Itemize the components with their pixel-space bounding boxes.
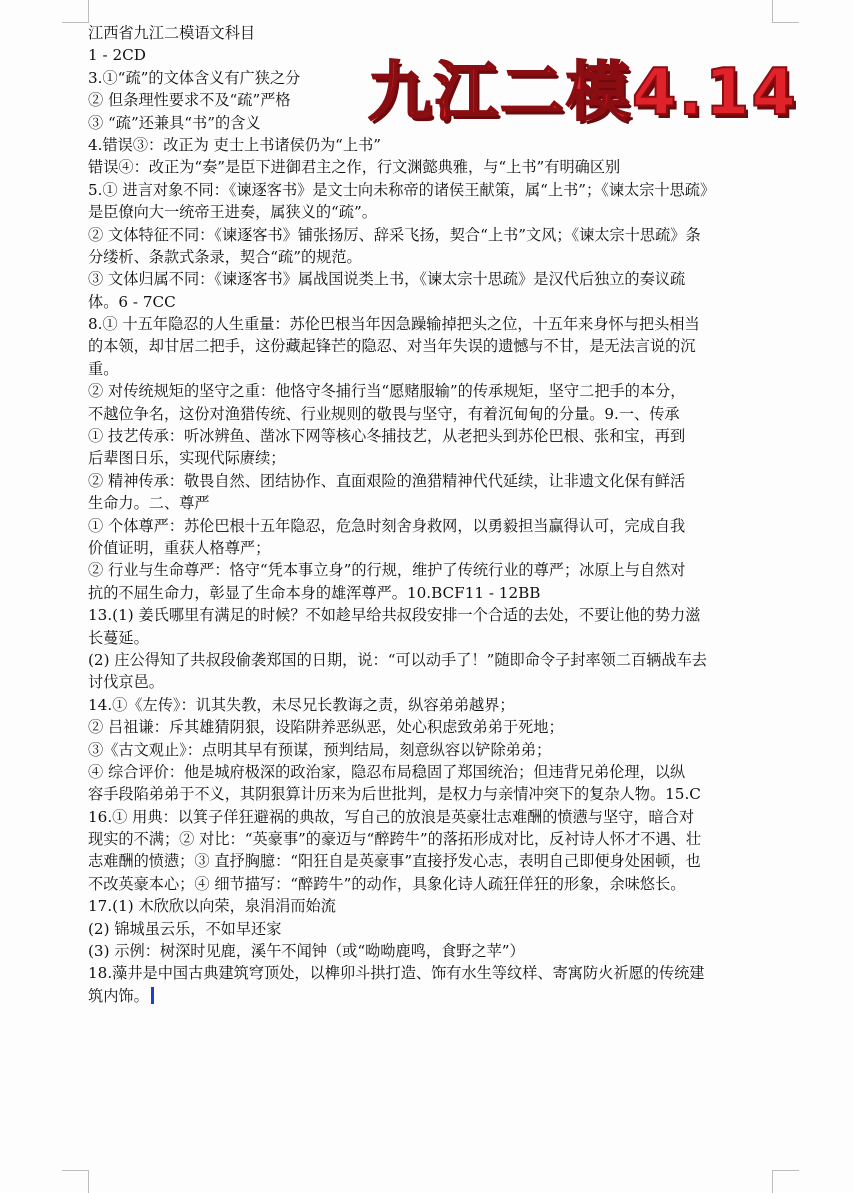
text-line: 讨伐京邑。 bbox=[88, 673, 164, 692]
text-line: 分缕析、条款式条录，契合“疏”的规范。 bbox=[88, 247, 362, 266]
text-line: ② 行业与生命尊严：恪守“凭本事立身”的行规，维护了传统行业的尊严；冰原上与自然对 bbox=[88, 561, 686, 580]
text-line: (2) 锦城虽云乐，不如早还家 bbox=[88, 919, 282, 938]
text-line: ③《古文观止》：点明其早有预谋，预判结局，刻意纵容以铲除弟弟； bbox=[88, 740, 552, 759]
text-line: 1 - 2CD bbox=[88, 46, 146, 65]
text-line: 不改英豪本心；④ 细节描写：“醉跨牛”的动作，具象化诗人疏狂佯狂的形象，余味悠长。 bbox=[88, 874, 686, 893]
text-line: 价值证明，重获人格尊严； bbox=[88, 538, 271, 557]
text-line: 抗的不屈生命力，彰显了生命本身的雄浑尊严。10.BCF11 - 12BB bbox=[88, 583, 541, 602]
text-line: ④ 综合评价：他是城府极深的政治家，隐忍布局稳固了郑国统治；但违背兄弟伦理，以纵 bbox=[88, 762, 686, 781]
text-line: 是臣僚向大一统帝王进奏，属狭义的“疏”。 bbox=[88, 203, 377, 222]
text-line: 长蔓延。 bbox=[88, 628, 149, 647]
text-line: 14.①《左传》：讥其失教，未尽兄长教诲之责，纵容弟弟越界； bbox=[88, 695, 515, 714]
text-line: 16.① 用典：以箕子佯狂避祸的典故，写自己的放浪是英豪壮志难酬的愤懑与坚守，暗合对 bbox=[88, 807, 695, 826]
text-cursor bbox=[151, 987, 154, 1004]
text-line: 容手段陷弟弟于不义，其阴狠算计历来为后世批判，是权力与亲情冲突下的复杂人物。15.C bbox=[88, 785, 701, 804]
text-line: ② 精神传承：敬畏自然、团结协作、直面艰险的渔猎精神代代延续，让非遗文化保有鲜活 bbox=[88, 471, 686, 490]
text-line: 的本领，却甘居二把手，这份藏起锋芒的隐忍、对当年失误的遗憾与不甘，是无法言说的沉 bbox=[88, 337, 696, 356]
text-line: 8.① 十五年隐忍的人生重量：苏伦巴根当年因急躁输掉把头之位，十五年来身怀与把头相当 bbox=[88, 315, 700, 334]
page-corner-mark bbox=[772, 1170, 799, 1193]
text-line: 现实的不满；② 对比：“英豪事”的豪迈与“醉跨牛”的落拓形成对比，反衬诗人怀才不遇、壮 bbox=[88, 830, 702, 849]
text-line: 生命力。二、尊严 bbox=[88, 494, 210, 513]
page-corner-mark bbox=[62, 1170, 89, 1193]
document-lines bbox=[88, 44, 798, 1007]
text-line: 13.(1) 姜氏哪里有满足的时候？不如趁早给共叔段安排一个合适的去处，不要让他的势力滋 bbox=[88, 606, 701, 625]
text-line: 错误④：改正为“奏”是臣下进御君主之作，行文渊懿典雅，与“上书”有明确区别 bbox=[88, 158, 621, 177]
page-corner-mark bbox=[62, 0, 89, 23]
text-line: 3.①“疏”的文体含义有广狭之分 bbox=[88, 68, 301, 87]
text-line: ③ 文体归属不同：《谏逐客书》属战国说类上书，《谏太宗十思疏》是汉代后独立的奏议疏 bbox=[88, 270, 686, 289]
text-line: ② 文体特征不同：《谏逐客书》铺张扬厉、辞采飞扬，契合“上书”文风；《谏太宗十思疏》条 bbox=[88, 225, 701, 244]
document-title: 江西省九江二模语文科目 bbox=[88, 24, 256, 42]
text-line: ① 个体尊严：苏伦巴根十五年隐忍，危急时刻舍身救网，以勇毅担当赢得认可，完成自我 bbox=[88, 516, 686, 535]
text-line: (3) 示例：树深时见鹿，溪午不闻钟（或“呦呦鹿鸣，食野之苹”） bbox=[88, 942, 525, 961]
text-line: 不越位争名，这份对渔猎传统、行业规则的敬畏与坚守，有着沉甸甸的分量。9.一、传承 bbox=[88, 404, 680, 423]
text-line: 18.藻井是中国古典建筑穹顶处，以榫卯斗拱打造、饰有水生等纹样、寄寓防火祈愿的传统建 bbox=[88, 964, 705, 983]
text-line: ② 但条理性要求不及“疏”严格 bbox=[88, 91, 291, 110]
text-line: ② 吕祖谦：斥其雄猜阴狠，设陷阱养恶纵恶，处心积虑致弟弟于死地； bbox=[88, 718, 564, 737]
text-line: (2) 庄公得知了共叔段偷袭郑国的日期，说：“可以动手了！”随即命令子封率领二百辆战车去 bbox=[88, 650, 707, 669]
document-body[interactable] bbox=[88, 22, 798, 1007]
text-line: 体。6 - 7CC bbox=[88, 292, 176, 311]
text-line: 重。 bbox=[88, 359, 119, 378]
page-corner-mark bbox=[772, 0, 799, 23]
text-line: 17.(1) 木欣欣以向荣，泉涓涓而始流 bbox=[88, 897, 336, 916]
text-line: 志难酬的愤懑；③ 直抒胸臆：“阳狂自是英豪事”直接抒发心志，表明自己即便身处困顿，也 bbox=[88, 852, 701, 871]
watermark-stamp: 九江二模4.14 bbox=[368, 56, 798, 130]
text-line: 筑内饰。 bbox=[88, 985, 788, 1007]
text-line: 5.① 进言对象不同：《谏逐客书》是文士向未称帝的诸侯王献策，属“上书”；《谏太宗十思疏》 bbox=[88, 180, 716, 199]
text-line: ② 对传统规矩的坚守之重：他恪守冬捕行当“愿赌服输”的传承规矩，坚守二把手的本分， bbox=[88, 382, 686, 401]
text-line: 4.错误③：改正为 吏士上书诸侯仍为“上书” bbox=[88, 135, 382, 154]
text-line: ① 技艺传承：听冰辨鱼、凿冰下网等核心冬捕技艺，从老把头到苏伦巴根、张和宝，再到 bbox=[88, 427, 686, 446]
text-line: 后辈图日乐，实现代际赓续； bbox=[88, 449, 286, 468]
text-line: ③ “疏”还兼具“书”的含义 bbox=[88, 113, 261, 132]
